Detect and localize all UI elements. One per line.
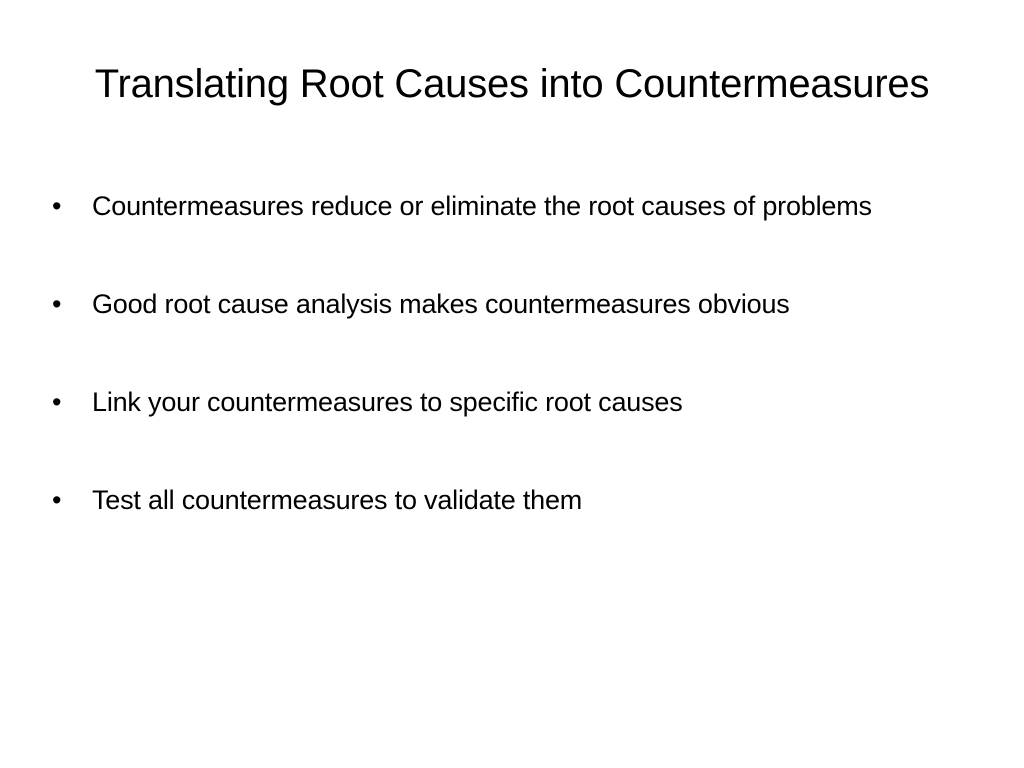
bullet-icon: • (52, 289, 62, 319)
bullet-item (52, 480, 922, 520)
bullet-icon: • (52, 387, 62, 417)
bullet-item (52, 382, 922, 422)
bullet-icon: • (52, 191, 62, 221)
bullet-item (52, 284, 922, 324)
bullet-text: Good root cause analysis makes countermeasures obvious (92, 289, 790, 319)
slide-title: Translating Root Causes into Countermeasures (94, 62, 930, 106)
bullet-text: Countermeasures reduce or eliminate the root causes of problems (92, 191, 872, 221)
bullet-icon: • (52, 485, 62, 515)
bullet-text: Test all countermeasures to validate them (92, 485, 583, 515)
bullet-item (52, 186, 922, 226)
bullet-text: Link your countermeasures to specific root causes (92, 387, 683, 417)
bullet-list (52, 186, 922, 578)
